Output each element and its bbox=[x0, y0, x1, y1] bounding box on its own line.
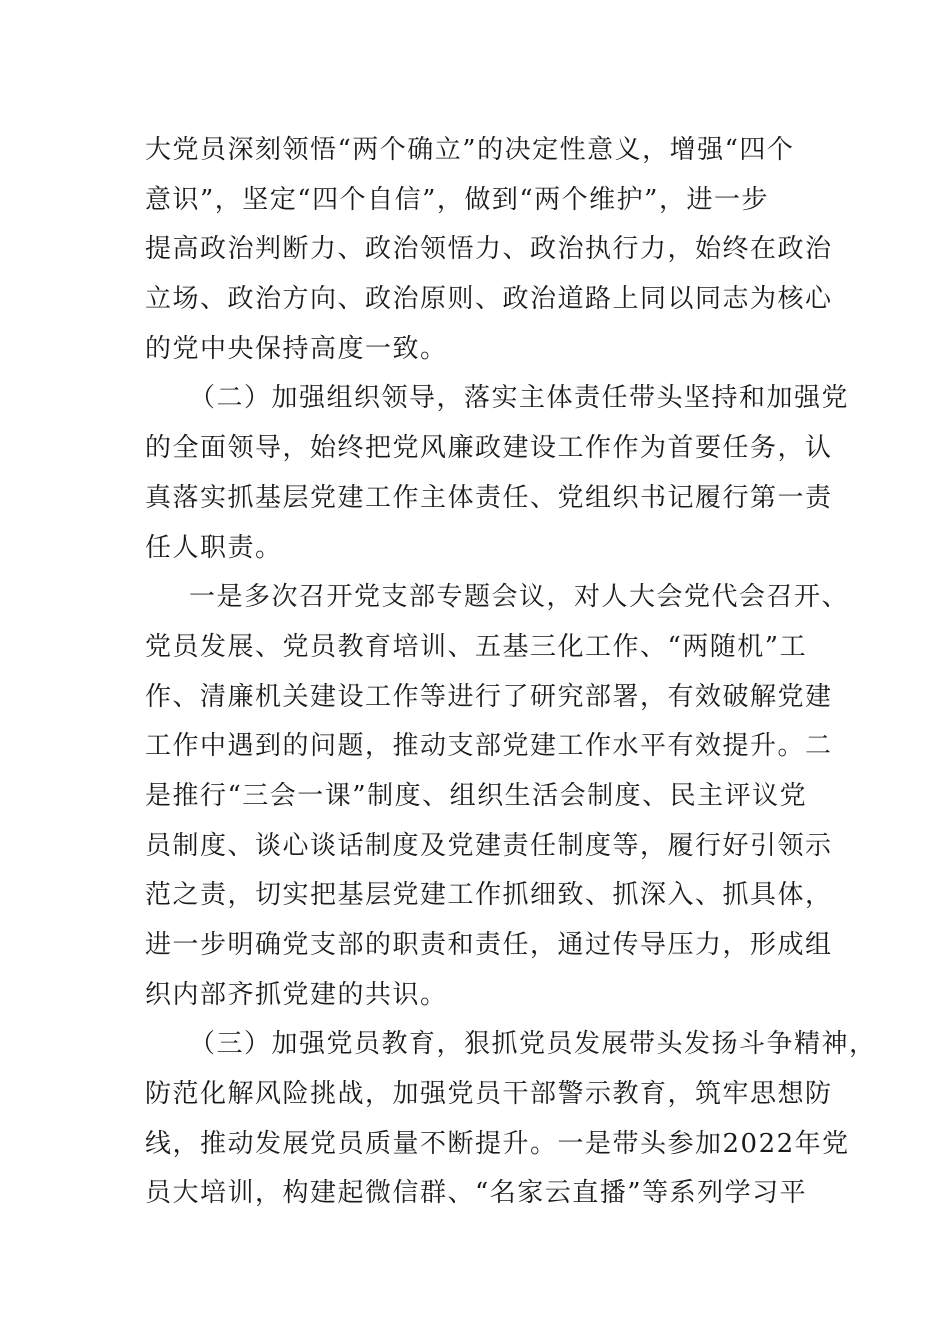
text-line: 防范化解风险挑战，加强党员干部警示教育，筑牢思想防 bbox=[145, 1079, 833, 1110]
document-body bbox=[145, 126, 877, 1219]
text-line: 大党员深刻领悟“两个确立”的决定性意义，增强“四个 bbox=[145, 135, 795, 165]
text-line: 提高政治判断力、政治领悟力、政治执行力，始终在政治 bbox=[145, 234, 833, 265]
text-line: 是推行“三会一课”制度、组织生活会制度、民主评议党 bbox=[145, 780, 808, 811]
text-line: 线，推动发展党员质量不断提升。一是带头参加2022年党 bbox=[145, 1128, 850, 1159]
text-line: 进一步明确党支部的职责和责任，通过传导压力，形成组 bbox=[145, 930, 833, 960]
section-heading-line: （二）加强组织领导，落实主体责任带头坚持和加强党 bbox=[189, 383, 850, 414]
section-heading-line: （三）加强党员教育，狠抓党员发展带头发扬斗争精神， bbox=[189, 1029, 877, 1060]
text-line: 员大培训，构建起微信群、“名家云直播”等系列学习平 bbox=[145, 1178, 808, 1209]
text-line: 作、清廉机关建设工作等进行了研究部署，有效破解党建 bbox=[145, 681, 833, 712]
text-line: 任人职责。 bbox=[145, 532, 283, 563]
paragraph-start-line: 一是多次召开党支部专题会议，对人大会党代会召开、 bbox=[189, 582, 850, 613]
text-line: 真落实抓基层党建工作主体责任、党组织书记履行第一责 bbox=[145, 482, 833, 513]
text-line: 意识”，坚定“四个自信”，做到“两个维护”，进一步 bbox=[145, 184, 769, 215]
text-line: 范之责，切实把基层党建工作抓细致、抓深入、抓具体， bbox=[145, 880, 833, 911]
text-line: 员制度、谈心谈话制度及党建责任制度等，履行好引领示 bbox=[145, 830, 833, 861]
text-line: 的全面领导，始终把党风廉政建设工作作为首要任务，认 bbox=[145, 433, 833, 464]
text-line: 织内部齐抓党建的共识。 bbox=[145, 979, 448, 1010]
text-line: 党员发展、党员教育培训、五基三化工作、“两随机”工 bbox=[145, 631, 808, 662]
text-line: 立场、政治方向、政治原则、政治道路上同以同志为核心 bbox=[145, 284, 833, 315]
text-line: 工作中遇到的问题，推动支部党建工作水平有效提升。二 bbox=[145, 731, 833, 762]
text-line: 的党中央保持高度一致。 bbox=[145, 333, 448, 364]
